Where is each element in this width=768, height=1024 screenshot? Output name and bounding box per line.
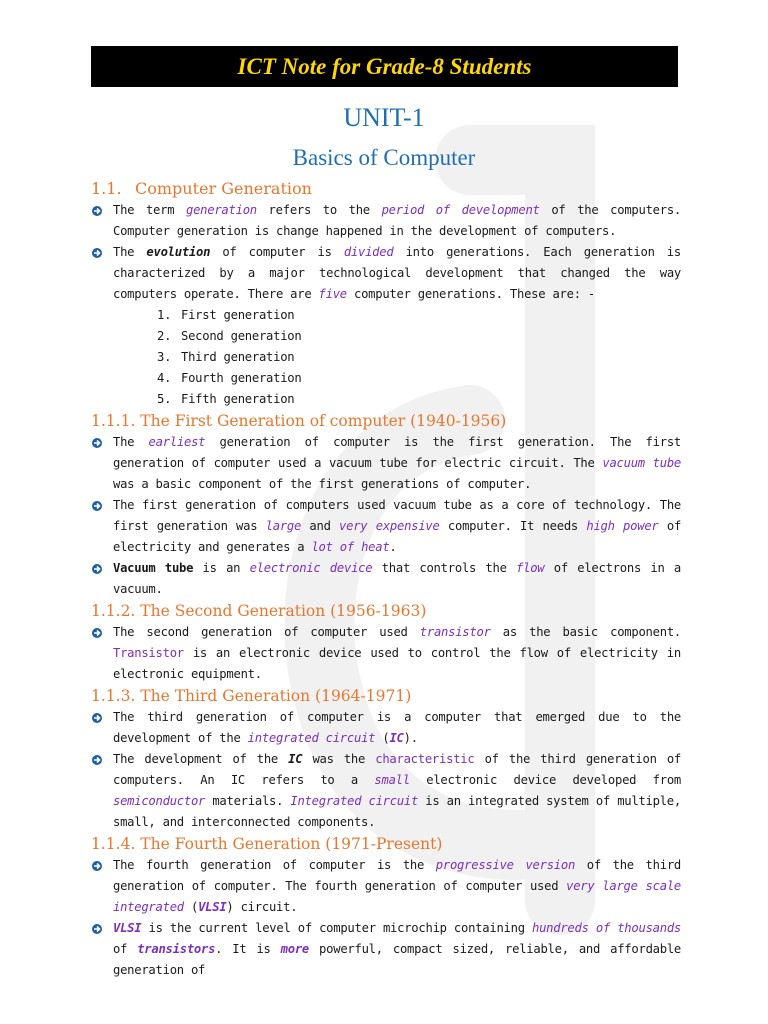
text: The (113, 245, 147, 259)
emphasis: generation (186, 203, 257, 217)
section-number: 1.1. (91, 179, 122, 198)
title-banner (91, 46, 678, 87)
section-title: Computer Generation (135, 179, 312, 198)
arrow-bullet-icon (91, 500, 103, 512)
text: into generations. Each generation is characterized by a major technological development that changed the way computers operate. There are (113, 245, 681, 301)
text: computer generations. These are: - (346, 287, 595, 301)
bullet-first-gen-3: Vacuum tube is an electronic device that controls the flow of electrons in a vacuum. (91, 558, 681, 600)
unit-subtitle: Basics of Computer (292, 145, 476, 170)
text: of the computers. Computer generation is change happened in the development of computers. (113, 203, 682, 238)
list-item: 2. Second generation (157, 329, 302, 343)
bullet-intro-1 (91, 200, 681, 242)
document-body (91, 178, 681, 981)
bullet-fourth-gen-2: VLSI is the current level of computer microchip containing hundreds of thousands of transistors. It is more powerful, compact sized, reliable, and affordable generation of (91, 918, 681, 981)
arrow-bullet-icon (91, 627, 103, 639)
emphasis: five (318, 287, 347, 301)
arrow-bullet-icon (91, 437, 103, 449)
bullet-fourth-gen-1: The fourth generation of computer is the progressive version of the third generation of computer. The fourth generation of computer used very large scale integrated (VLSI) circuit. (91, 855, 681, 918)
arrow-bullet-icon (91, 860, 103, 872)
unit-title: UNIT-1 (343, 103, 425, 132)
emphasis: evolution (146, 245, 211, 259)
bullet-third-gen-2: The development of the IC was the characteristic of the third generation of computers. An IC refers to a small electronic device developed from semiconductor materials. Integrated circuit is an integrated system of multiple, small, and interconnected components. (91, 749, 681, 833)
subsection-heading-fourth-generation: 1.1.4. The Fourth Generation (1971-Present) (91, 835, 443, 853)
arrow-bullet-icon (91, 247, 103, 259)
arrow-bullet-icon (91, 754, 103, 766)
arrow-bullet-icon (91, 712, 103, 724)
section-heading (91, 178, 681, 200)
emphasis: divided (343, 245, 394, 259)
generation-list (91, 305, 681, 410)
text: refers to the (256, 203, 382, 217)
bullet-first-gen-1: The earliest generation of computer is the first generation. The first generation of computer used a vacuum tube for electric circuit. The vacuum tube was a basic component of the first generations of computer. (91, 432, 681, 495)
text: The term (113, 203, 186, 217)
list-item: 4. Fourth generation (157, 371, 302, 385)
arrow-bullet-icon (91, 923, 103, 935)
subsection-heading-second-generation: 1.1.2. The Second Generation (1956-1963) (91, 602, 427, 620)
emphasis: period of development (381, 203, 540, 217)
banner-text: ICT Note for Grade-8 Students (237, 54, 532, 79)
arrow-bullet-icon (91, 563, 103, 575)
bullet-first-gen-2: The first generation of computers used vacuum tube as a core of technology. The first generation was large and very expensive computer. It needs high power of electricity and generates a lot of heat. (91, 495, 681, 558)
text: of computer is (210, 245, 344, 259)
bullet-intro-2 (91, 242, 681, 305)
bullet-third-gen-1: The third generation of computer is a computer that emerged due to the development of the integrated circuit (IC). (91, 707, 681, 749)
list-item: 1. First generation (157, 308, 295, 322)
bullet-second-gen-1: The second generation of computer used transistor as the basic component. Transistor is an electronic device used to control the flow of electricity in electronic equipment. (91, 622, 681, 685)
subsection-heading-first-generation: 1.1.1. The First Generation of computer (1940-1956) (91, 412, 507, 430)
subsection-heading-third-generation: 1.1.3. The Third Generation (1964-1971) (91, 687, 412, 705)
list-item: 3. Third generation (157, 350, 295, 364)
arrow-bullet-icon (91, 205, 103, 217)
list-item: 5. Fifth generation (157, 392, 295, 406)
